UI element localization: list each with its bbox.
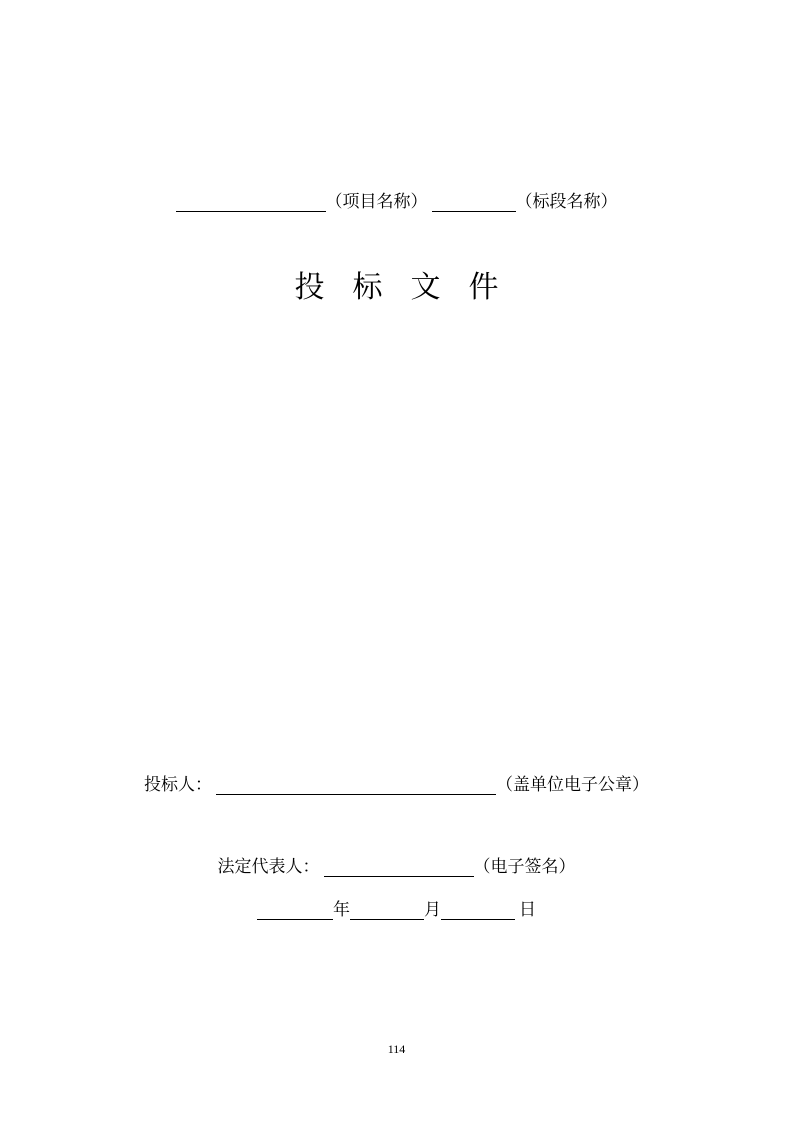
bidder-label: 投标人： — [144, 775, 212, 795]
bidder-seal-note: （盖单位电子公章） — [496, 775, 649, 795]
document-title: 投标文件 — [294, 270, 527, 305]
date-line — [0, 900, 793, 920]
month-label: 月 — [424, 900, 441, 920]
legal-representative-blank[interactable] — [324, 860, 474, 877]
lot-name-blank[interactable] — [432, 195, 516, 212]
bidder-name-blank[interactable] — [216, 778, 496, 795]
project-lot-line — [0, 192, 793, 212]
month-blank[interactable] — [350, 903, 424, 920]
year-label: 年 — [333, 900, 350, 920]
signature-note: （电子签名） — [473, 857, 576, 877]
project-name-label: （项目名称） — [325, 192, 428, 212]
legal-representative-line — [0, 857, 793, 877]
page-number: 114 — [387, 1042, 406, 1056]
legal-representative-label: 法定代表人： — [217, 857, 320, 877]
project-name-blank[interactable] — [176, 195, 326, 212]
day-label: 日 — [519, 900, 536, 920]
year-blank[interactable] — [257, 903, 333, 920]
lot-name-label: （标段名称） — [515, 192, 618, 212]
day-blank[interactable] — [441, 903, 515, 920]
bidder-line — [0, 775, 793, 795]
